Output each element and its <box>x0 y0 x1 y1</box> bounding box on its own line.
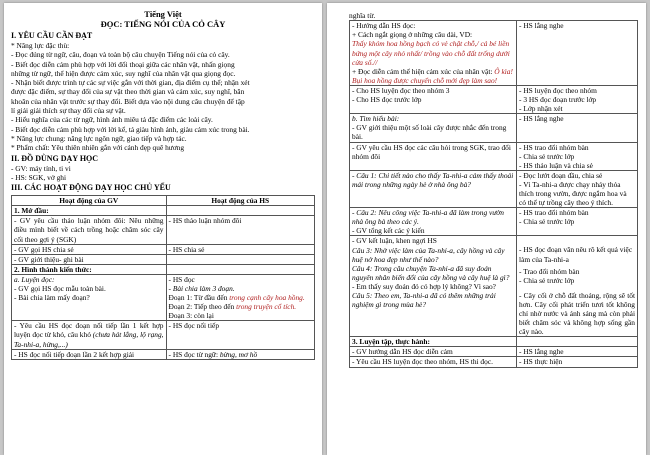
cell-line: - Cây cối ở chỗ đất thoáng, rộng sẽ tốt hơn. Cây cối phát triển tươi tốt không chỉ nhờ nước và ánh sáng mà còn phải biết chăm sóc và không hợp sống gần cây nào. <box>519 290 635 337</box>
cell-text-highlight: Ô kìa! Bụi hoa hồng được chuyển chỗ mới đẹp làm sao! <box>352 66 513 85</box>
teacher-cell: 1. Mở đầu: <box>12 206 167 216</box>
cell-line: - Lớp nhận xét <box>519 104 563 114</box>
left-page <box>4 3 322 455</box>
cell-line: b. Tìm hiểu bài: <box>352 114 400 124</box>
activities-table-right <box>349 20 638 367</box>
cell-line: - HS trao đổi nhóm bàn <box>519 142 589 152</box>
cell-text: Đoạn 2: Tiếp theo đến <box>168 302 237 312</box>
requirement-line: khoăn của nhân vật trước sự thay đổi. Biết dựa vào nội dung câu chuyện để tập <box>11 96 245 106</box>
cell-line-highlight: Thấy khóm hoa hồng bạch có vẻ chật chỗ,/ cả bé liền bứng một cây nhỏ nhất/ trồng vào chỗ đất trống dưới cửa số.// <box>352 39 510 67</box>
cell-text-italic: bừng, mơ hồ <box>219 349 258 359</box>
cell-line: Câu 4: Trong câu chuyện Ta-nhi-a đã suy đoán nguyên nhân biến đổi của cây hồng và cây huệ là gì? <box>352 263 510 282</box>
cell-line <box>169 302 312 311</box>
requirement-line: lí giải giải thích sự thay đổi của sự vật. <box>11 106 126 116</box>
cell-line: - Vì Ta-nhi-a được chạy nhảy thỏa thích trong vườn, được ngắm hoa và có thể tự trồng cây theo ý thích. <box>519 179 627 208</box>
student-cell <box>517 337 638 347</box>
teacher-cell: 2. Hình thành kiến thức: <box>12 264 167 274</box>
student-cell <box>517 236 638 337</box>
teacher-cell: - GV yêu cầu thảo luận nhóm đôi: Nêu những điều mình biết về cách trồng hoặc chăm sóc cây cối theo gợi ý (SGK) <box>12 216 167 244</box>
cell-line: - HS đọc <box>168 274 195 284</box>
student-cell <box>166 206 314 216</box>
teacher-cell: 3. Luyện tập, thực hành: <box>350 337 517 347</box>
requirement-line: - Đọc đúng từ ngữ, câu, đoạn và toàn bộ câu chuyện Tiếng nói của cỏ cây. <box>11 50 230 60</box>
column-header-teacher: Hoạt động của GV <box>12 196 167 206</box>
table-row <box>12 264 315 274</box>
cell-text-italic: (chưa hát lắng, lộ rạng, Ta-nhi-a, hừng,...) <box>14 330 164 349</box>
section-heading-requirements: I. YÊU CẦU CẦN ĐẠT <box>11 31 93 40</box>
cell-line: - Chia sẻ trước lớp <box>519 275 575 285</box>
cell-line: - Hướng dẫn HS đọc: <box>352 21 416 31</box>
materials-line: - HS: SGK, vở ghi <box>11 172 67 182</box>
subject-title: Tiếng Việt <box>144 9 182 19</box>
teacher-cell <box>350 21 517 86</box>
requirement-line: - Hiểu nghĩa của các từ ngữ, hình ảnh miêu tả đặc điểm các loài cây. <box>11 115 213 125</box>
table-row <box>350 347 638 357</box>
teacher-cell: - GV yêu cầu HS đọc các câu hỏi trong SGK, trao đổi nhóm đôi <box>350 142 517 170</box>
continued-line: nghĩa từ. <box>349 11 376 20</box>
table-row <box>350 208 638 236</box>
student-cell: - HS đọc nối tiếp <box>166 321 314 349</box>
table-row <box>12 274 315 320</box>
cell-line: Câu 3: Nhờ việc làm của Ta-nhi-a, cây hồng và cây huệ nở hoa đẹp như thế nào? <box>352 245 505 264</box>
table-row <box>350 236 638 337</box>
cell-line: - Cho HS đọc trước lớp <box>352 95 422 105</box>
table-row <box>12 206 315 216</box>
materials-line: - GV: máy tính, ti vi <box>11 163 71 173</box>
cell-line <box>169 293 312 302</box>
table-row <box>12 349 315 359</box>
section-heading-activities: III. CÁC HOẠT ĐỘNG DẠY HỌC CHỦ YẾU <box>11 183 171 193</box>
cell-line: + Cách ngắt giọng ở những câu dài, VD: <box>352 30 473 40</box>
requirement-line: * Phẩm chất: Yêu thiên nhiên gắn với cảnh đẹp quê hương <box>11 143 185 153</box>
cell-line: - Chia sẻ trước lớp <box>519 217 575 227</box>
cell-line: Đoạn 3: còn lại <box>168 311 214 321</box>
cell-line: - GV gọi HS đọc mẫu toàn bài. <box>14 284 106 293</box>
cell-line: - Chia sẻ trước lớp <box>519 151 575 161</box>
student-cell: - HS thực hiện <box>517 357 638 367</box>
cell-text: - Yêu cầu HS đọc đoạn nối tiếp lần 1 kết hợp luyện đọc từ khó, câu khó <box>14 321 164 340</box>
teacher-cell <box>350 85 517 113</box>
table-row <box>350 142 638 170</box>
cell-line: - Đọc lướt đoạn đầu, chia sẻ <box>519 170 603 180</box>
cell-line: - HS đọc đoạn văn nêu rõ kết quả việc làm của Ta-nhi-a <box>519 245 633 264</box>
activities-table-left <box>11 195 315 360</box>
student-cell <box>517 85 638 113</box>
requirement-line: - Nhận biết được trình tự các sự việc gắn với thời gian, địa điểm cụ thể; nhận xét <box>11 78 250 88</box>
right-page <box>327 3 646 455</box>
cell-line: - HS luyện đọc theo nhóm <box>519 85 597 95</box>
table-row <box>350 21 638 86</box>
teacher-cell <box>12 274 167 320</box>
cell-line: - Cho HS luyện đọc theo nhóm 3 <box>352 85 450 95</box>
cell-line: Câu 5: Theo em, Ta-nhi-a đã có thêm những trải nghiệm gì trong mùa hè? <box>352 291 496 310</box>
student-cell <box>517 142 638 170</box>
teacher-cell <box>350 236 517 337</box>
teacher-cell <box>350 114 517 142</box>
student-cell: - HS lắng nghe <box>517 21 638 86</box>
cell-line: - Bài chia làm 3 đoạn. <box>168 284 235 293</box>
teacher-cell: - GV hướng dẫn HS đọc diễn cảm <box>350 347 517 357</box>
cell-line: - GV kết luận, khen ngợi HS <box>352 236 437 246</box>
table-row <box>12 216 315 244</box>
teacher-cell <box>12 321 167 349</box>
teacher-cell: - GV giới thiệu- ghi bài <box>12 254 167 264</box>
student-cell: - HS chia sẻ <box>166 244 314 254</box>
cell-text-highlight: trong cạnh cây hoa hồng. <box>229 293 305 303</box>
column-header-student: Hoạt động của HS <box>166 196 314 206</box>
requirements-list <box>11 41 315 153</box>
student-cell <box>166 264 314 274</box>
table-row <box>350 85 638 113</box>
student-cell <box>166 254 314 264</box>
table-row <box>350 357 638 367</box>
table-row <box>12 244 315 254</box>
requirement-line: những từ ngữ, thể hiện được cảm xúc, suy nghĩ của nhân vật qua giọng đọc. <box>11 68 236 78</box>
student-cell: - HS lắng nghe <box>517 114 638 142</box>
cell-line: - GV giới thiệu một số loài cây được nhắc đến trong bài. <box>352 123 507 142</box>
table-row <box>350 114 638 142</box>
student-cell: - HS thảo luận nhóm đôi <box>166 216 314 244</box>
student-cell <box>517 170 638 207</box>
cell-line: - Câu 2: Nêu công việc Ta-nhi-a đã làm trong vườn nhà ông bà theo các ý. <box>352 208 504 227</box>
cell-line: - 3 HS đọc đoạn trước lớp <box>519 95 597 105</box>
cell-line: a. Luyện đọc: <box>14 274 55 284</box>
cell-line: - Em thấy suy đoán đó có hợp lý không? Vì sao? <box>352 281 496 291</box>
student-cell: - HS lắng nghe <box>517 347 638 357</box>
section-heading-materials: II. ĐỒ DÙNG DẠY HỌC <box>11 153 99 163</box>
cell-line: - Trao đổi nhóm bàn <box>519 266 580 276</box>
cell-text: Đoạn 1: Từ đầu đến <box>168 293 230 303</box>
teacher-cell: - HS đọc nối tiếp đoạn lần 2 kết hợp giải <box>12 349 167 359</box>
teacher-cell <box>350 208 517 236</box>
requirement-line: - Biết đọc diễn cảm phù hợp với lời kể, tả giàu hình ảnh, giàu cảm xúc trong bài. <box>11 124 250 134</box>
cell-line: - HS thảo luận và chia sẻ <box>519 160 593 170</box>
teacher-cell: - Câu 1: Chi tiết nào cho thấy Ta-nhi-a cảm thấy thoải mái trong những ngày hè ở nhà ông bà? <box>350 170 517 207</box>
cell-line <box>352 67 514 85</box>
table-row <box>350 170 638 207</box>
cell-line: - GV tổng kết các ý kiến <box>352 226 425 236</box>
table-header-row <box>12 196 315 206</box>
cell-text: + Đọc diễn cảm thể hiện cảm xúc của nhân vật: <box>352 66 495 76</box>
student-cell <box>166 349 314 359</box>
teacher-cell: - GV gọi HS chia sẻ <box>12 244 167 254</box>
student-cell <box>517 208 638 236</box>
cell-text-highlight: trong truyện cổ tích. <box>236 302 297 312</box>
requirement-line: * Năng lực chung: năng lực ngôn ngữ, giao tiếp và hợp tác. <box>11 133 187 143</box>
requirement-line: - Biết đọc diễn cảm phù hợp với lời đối thoại giữa các nhân vật, nhấn giọng <box>11 59 235 69</box>
requirement-line: được đặc điểm, sự thay đổi của sự vật theo thời gian và cảm xúc, suy nghĩ, băn <box>11 87 245 97</box>
table-row <box>350 337 638 347</box>
table-row <box>12 321 315 349</box>
lesson-title: ĐỌC: TIẾNG NÓI CỦA CỎ CÂY <box>100 19 226 29</box>
student-cell <box>166 274 314 320</box>
cell-text: - HS đọc từ ngữ: <box>168 349 220 359</box>
requirement-line: * Năng lực đặc thù: <box>11 41 70 50</box>
table-row <box>12 254 315 264</box>
cell-line: - HS trao đổi nhóm bàn <box>519 208 589 218</box>
teacher-cell: - Yêu cầu HS luyện đọc theo nhóm, HS thi đọc. <box>350 357 517 367</box>
cell-line: - Bài chia làm mấy đoạn? <box>14 293 90 303</box>
